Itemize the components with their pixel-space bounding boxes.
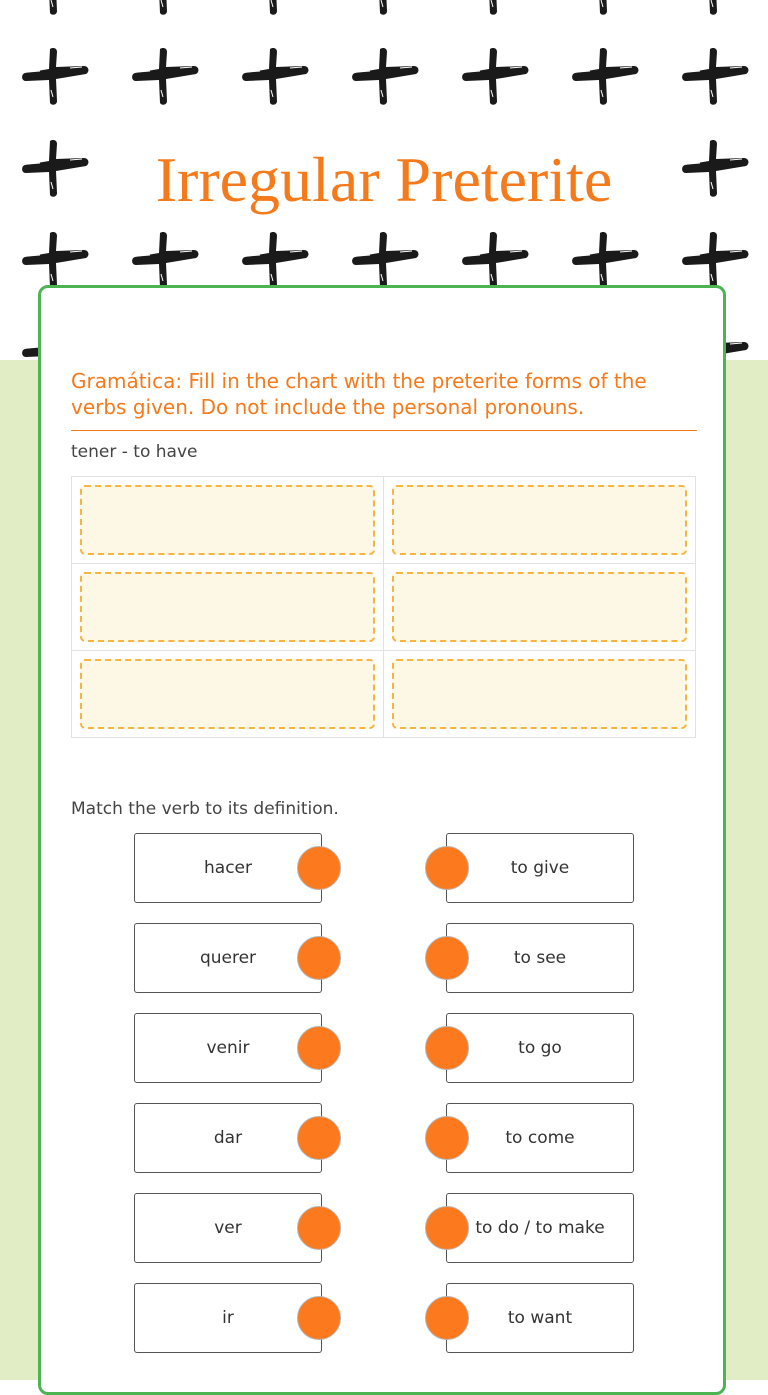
definition-text: to come <box>505 1128 575 1148</box>
answer-field-yo[interactable] <box>80 485 375 555</box>
cross-icon <box>350 45 422 107</box>
instructions-divider <box>71 430 697 431</box>
definition-connector-dot[interactable] <box>425 936 469 980</box>
verb-connector-dot[interactable] <box>297 1296 341 1340</box>
matching-prompt: Match the verb to its definition. <box>71 799 339 819</box>
answer-field-el[interactable] <box>80 659 375 729</box>
cross-icon <box>570 229 642 291</box>
cross-icon <box>460 45 532 107</box>
cross-icon <box>240 229 312 291</box>
verb-text: querer <box>199 948 257 968</box>
cross-icon <box>130 229 202 291</box>
cross-icon <box>240 45 312 107</box>
definition-card <box>446 833 634 903</box>
verb-connector-dot[interactable] <box>297 1026 341 1070</box>
definition-card <box>446 923 634 993</box>
verb-connector-dot[interactable] <box>297 846 341 890</box>
definition-text: to want <box>507 1308 573 1328</box>
cross-icon <box>570 45 642 107</box>
chart-divider <box>72 563 695 564</box>
cross-icon <box>240 0 312 17</box>
verb-text: ver <box>214 1218 242 1238</box>
verb-card <box>134 1283 322 1353</box>
cross-icon <box>350 229 422 291</box>
cross-icon <box>680 0 752 17</box>
verb-text: ir <box>222 1308 234 1328</box>
cross-icon <box>130 45 202 107</box>
answer-field-ellos[interactable] <box>392 659 687 729</box>
cross-icon <box>460 0 532 17</box>
chart-divider <box>383 477 384 737</box>
cross-icon <box>20 45 92 107</box>
cross-icon <box>20 229 92 291</box>
definition-text: to go <box>518 1038 562 1058</box>
definition-connector-dot[interactable] <box>425 1026 469 1070</box>
verb-connector-dot[interactable] <box>297 936 341 980</box>
grammar-instructions: Gramática: Fill in the chart with the preterite forms of the verbs given. Do not include the personal pronouns. <box>71 369 647 419</box>
verb-card <box>134 923 322 993</box>
verb-card <box>134 1013 322 1083</box>
cross-icon <box>570 0 642 17</box>
cross-icon <box>680 45 752 107</box>
verb-card <box>134 1103 322 1173</box>
page-title: Irregular Preterite <box>155 144 613 215</box>
verb-card <box>134 833 322 903</box>
answer-field-nosotros[interactable] <box>392 485 687 555</box>
cross-icon <box>350 0 422 17</box>
cross-icon <box>130 0 202 17</box>
chart-divider <box>72 650 695 651</box>
definition-connector-dot[interactable] <box>425 1296 469 1340</box>
definition-connector-dot[interactable] <box>425 1206 469 1250</box>
answer-field-tu[interactable] <box>80 572 375 642</box>
definition-connector-dot[interactable] <box>425 846 469 890</box>
definition-text: to do / to make <box>475 1218 605 1238</box>
cross-icon <box>680 229 752 291</box>
definition-connector-dot[interactable] <box>425 1116 469 1160</box>
cross-icon <box>460 229 532 291</box>
verb-card <box>134 1193 322 1263</box>
verb-text: venir <box>206 1038 250 1058</box>
definition-card <box>446 1193 634 1263</box>
cross-icon <box>20 0 92 17</box>
verb-label: tener - to have <box>71 442 198 462</box>
verb-text: hacer <box>204 858 252 878</box>
verb-connector-dot[interactable] <box>297 1206 341 1250</box>
definition-card <box>446 1283 634 1353</box>
definition-card <box>446 1103 634 1173</box>
verb-connector-dot[interactable] <box>297 1116 341 1160</box>
verb-text: dar <box>213 1128 243 1148</box>
definition-text: to give <box>510 858 570 878</box>
answer-field-vosotros[interactable] <box>392 572 687 642</box>
definition-card <box>446 1013 634 1083</box>
definition-text: to see <box>513 948 567 968</box>
